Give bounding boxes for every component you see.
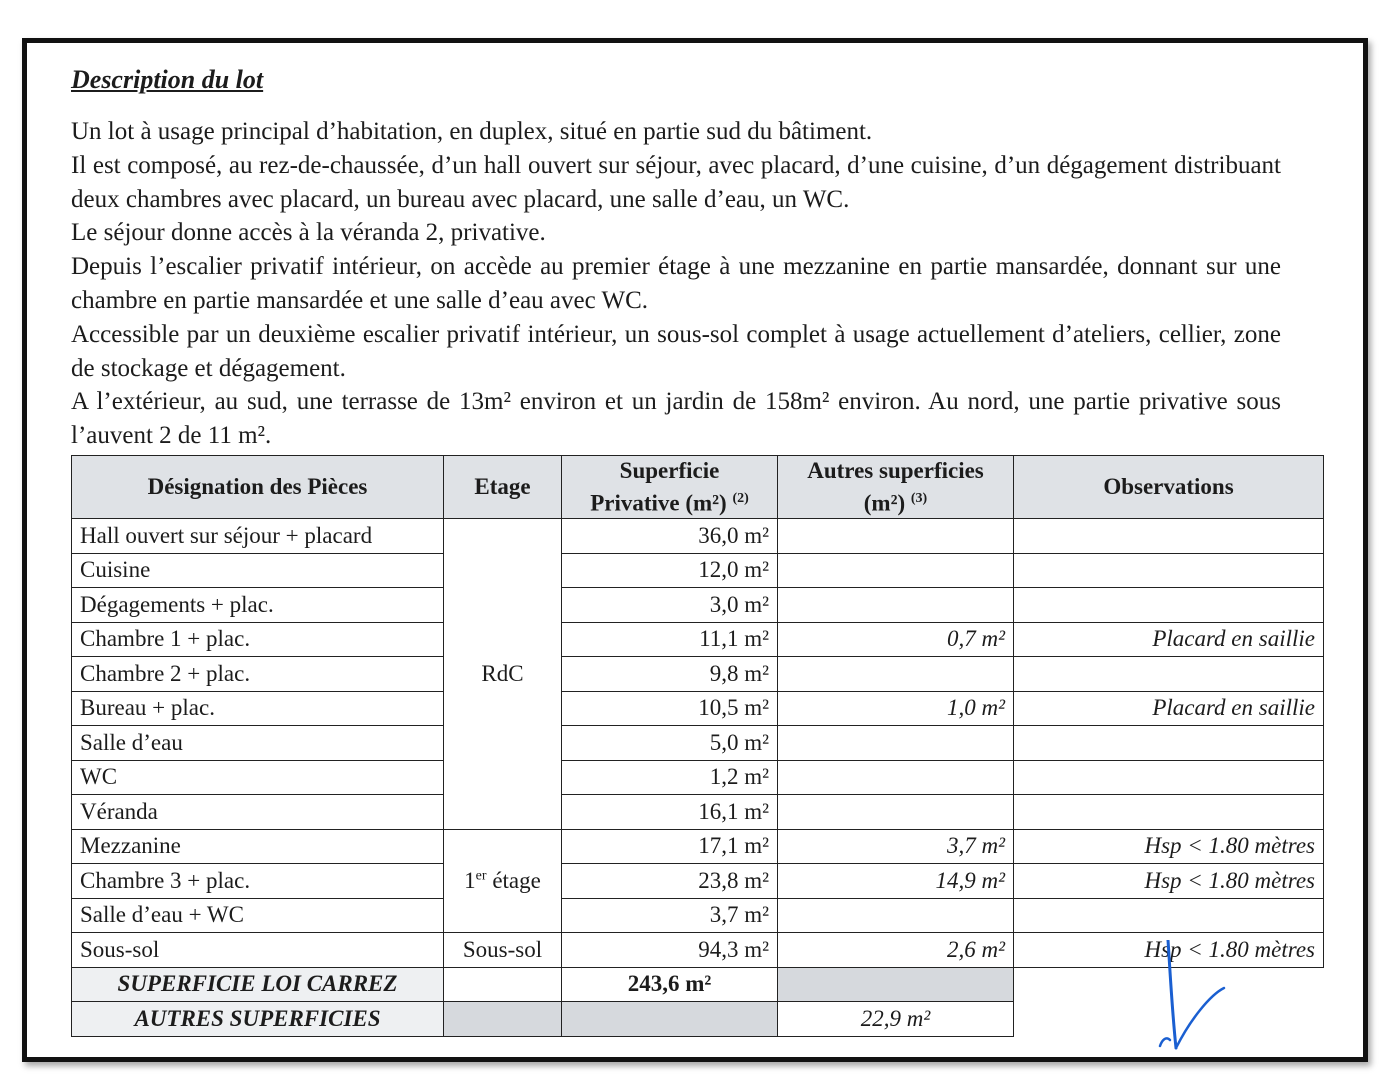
cell-observations: [1014, 553, 1324, 588]
cell-autres: [778, 795, 1014, 830]
cell-autres: 3,7 m²: [778, 829, 1014, 864]
cell-observations: [1014, 588, 1324, 623]
table-header-row: [72, 456, 1324, 519]
cell-etage-rdc: RdC: [444, 519, 562, 830]
total-shaded-cell: [778, 967, 1014, 1002]
cell-autres: [778, 519, 1014, 554]
total-carrez-label: SUPERFICIE LOI CARREZ: [72, 967, 444, 1002]
etage-number: 1: [464, 867, 476, 893]
header-designation: Désignation des Pièces: [72, 456, 444, 519]
cell-observations: Placard en saillie: [1014, 691, 1324, 726]
table-row: [72, 588, 1324, 623]
cell-autres: 14,9 m²: [778, 864, 1014, 899]
cell-observations: [1014, 519, 1324, 554]
header-superficie-line2: Privative (m²): [590, 490, 727, 516]
total-shaded-cell: [444, 1002, 562, 1037]
section-title: Description du lot: [71, 65, 264, 94]
document-frame: [22, 38, 1368, 1062]
paragraph: A l’extérieur, au sud, une terrasse de 13m² environ et un jardin de 158m² environ. Au nord, une partie privative sous l’auvent 2 de 11 m².: [71, 388, 1281, 450]
cell-autres: [778, 588, 1014, 623]
total-shaded-cell: [562, 1002, 778, 1037]
table-row: [72, 553, 1324, 588]
cell-superficie: 23,8 m²: [562, 864, 778, 899]
cell-superficie: 10,5 m²: [562, 691, 778, 726]
paragraph: Le séjour donne accès à la véranda 2, privative.: [71, 219, 546, 247]
cell-designation: Cuisine: [72, 553, 444, 588]
table-row: [72, 795, 1324, 830]
cell-designation: Chambre 2 + plac.: [72, 657, 444, 692]
paragraph: Depuis l’escalier privatif intérieur, on accède au premier étage à une mezzanine en partie mansardée, donnant sur une chambre en partie mansardée et une salle d’eau avec WC.: [71, 253, 1281, 314]
cell-autres: [778, 760, 1014, 795]
cell-designation: Dégagements + plac.: [72, 588, 444, 623]
cell-designation: WC: [72, 760, 444, 795]
header-observations: Observations: [1014, 456, 1324, 519]
cell-observations: Hsp < 1.80 mètres: [1014, 864, 1324, 899]
paragraph: Un lot à usage principal d’habitation, en duplex, situé en partie sud du bâtiment.: [71, 118, 873, 145]
signature-mark: [1120, 940, 1240, 1050]
cell-designation: Véranda: [72, 795, 444, 830]
cell-observations: [1014, 795, 1324, 830]
cell-observations: Placard en saillie: [1014, 622, 1324, 657]
table-row: [72, 864, 1324, 899]
cell-autres: [778, 898, 1014, 933]
table-row: [72, 760, 1324, 795]
cell-designation: Bureau + plac.: [72, 691, 444, 726]
paragraph: Accessible par un deuxième escalier privatif intérieur, un sous-sol complet à usage actuellement d’ateliers, cellier, zone de stockage et dégagement.: [71, 320, 1281, 382]
cell-autres: 1,0 m²: [778, 691, 1014, 726]
footnote-ref: (3): [910, 490, 928, 506]
description-text: [71, 115, 1281, 453]
cell-superficie: 94,3 m²: [562, 933, 778, 968]
cell-designation: Salle d’eau + WC: [72, 898, 444, 933]
total-autres-value: 22,9 m²: [778, 1002, 1014, 1037]
total-empty-cell: [444, 967, 562, 1002]
cell-etage-premier: [444, 829, 562, 933]
etage-label: étage: [486, 867, 541, 893]
cell-observations: [1014, 898, 1324, 933]
header-autres-line1: Autres superficies: [807, 457, 984, 483]
table-row: [72, 898, 1324, 933]
cell-autres: 2,6 m²: [778, 933, 1014, 968]
table-row: [72, 519, 1324, 554]
table-row: [72, 657, 1324, 692]
cell-superficie: 9,8 m²: [562, 657, 778, 692]
cell-observations: [1014, 657, 1324, 692]
etage-ordinal: er: [475, 868, 487, 884]
cell-etage-sous-sol: Sous-sol: [444, 933, 562, 968]
cell-superficie: 36,0 m²: [562, 519, 778, 554]
cell-designation: Hall ouvert sur séjour + placard: [72, 519, 444, 554]
table-row: [72, 691, 1324, 726]
cell-designation: Mezzanine: [72, 829, 444, 864]
table-row: [72, 726, 1324, 761]
cell-observations: Hsp < 1.80 mètres: [1014, 933, 1324, 968]
cell-superficie: 5,0 m²: [562, 726, 778, 761]
header-autres-line2: (m²): [863, 490, 906, 516]
cell-designation: Sous-sol: [72, 933, 444, 968]
cell-autres: 0,7 m²: [778, 622, 1014, 657]
cell-superficie: 1,2 m²: [562, 760, 778, 795]
header-autres: [778, 456, 1014, 519]
cell-superficie: 11,1 m²: [562, 622, 778, 657]
paragraph: Il est composé, au rez-de-chaussée, d’un hall ouvert sur séjour, avec placard, d’une cuisine, d’un dégagement distribuant deux chambres avec placard, un bureau avec placard, une salle d’eau, un WC.: [71, 151, 1281, 213]
footnote-ref: (2): [732, 490, 749, 506]
cell-superficie: 3,7 m²: [562, 898, 778, 933]
table-row: [72, 829, 1324, 864]
cell-observations: [1014, 760, 1324, 795]
total-carrez-value: 243,6 m²: [562, 967, 778, 1002]
cell-autres: [778, 657, 1014, 692]
cell-superficie: 3,0 m²: [562, 588, 778, 623]
total-autres-label: AUTRES SUPERFICIES: [72, 1002, 444, 1037]
cell-superficie: 17,1 m²: [562, 829, 778, 864]
cell-designation: Salle d’eau: [72, 726, 444, 761]
cell-autres: [778, 726, 1014, 761]
cell-designation: Chambre 3 + plac.: [72, 864, 444, 899]
cell-autres: [778, 553, 1014, 588]
table-row: [72, 622, 1324, 657]
header-etage: Etage: [444, 456, 562, 519]
cell-superficie: 16,1 m²: [562, 795, 778, 830]
cell-observations: [1014, 726, 1324, 761]
header-superficie-line1: Superficie: [619, 457, 720, 483]
header-superficie: [562, 456, 778, 519]
cell-designation: Chambre 1 + plac.: [72, 622, 444, 657]
cell-observations: Hsp < 1.80 mètres: [1014, 829, 1324, 864]
cell-superficie: 12,0 m²: [562, 553, 778, 588]
